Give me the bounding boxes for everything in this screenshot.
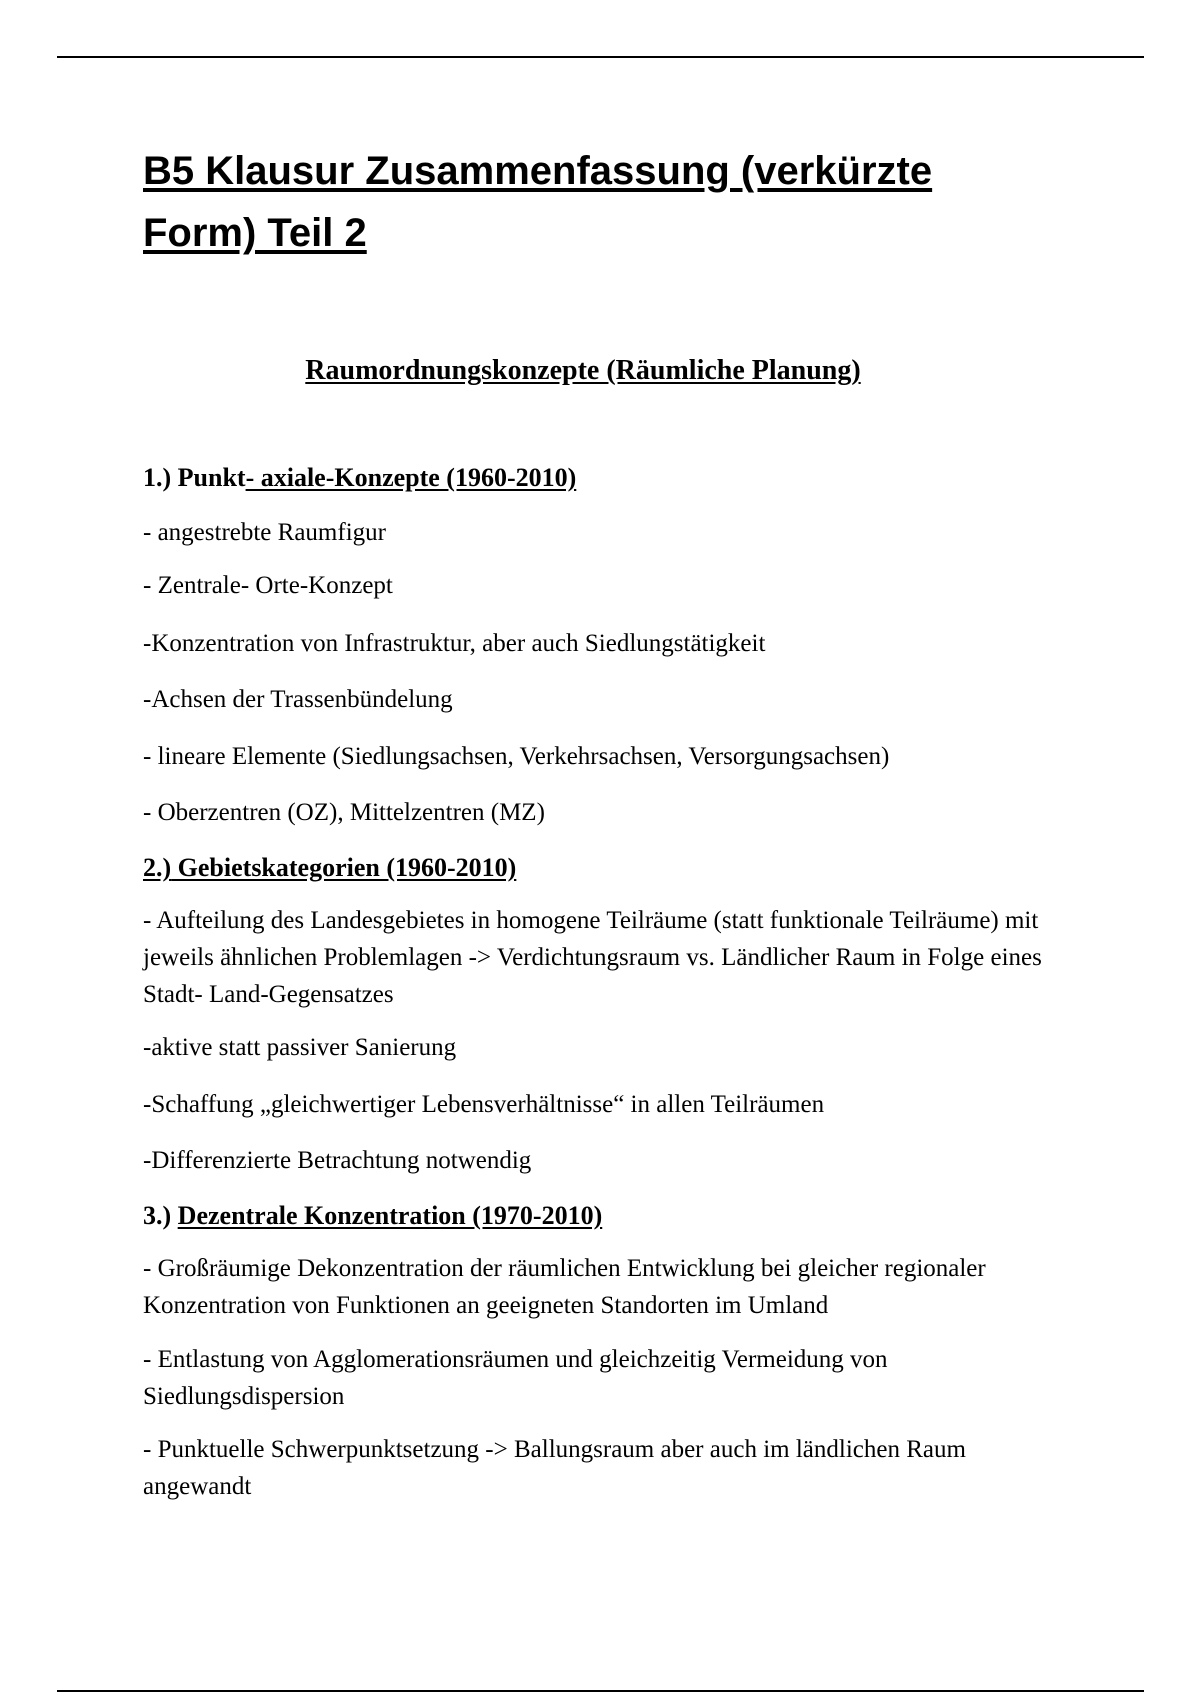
concept-number: 3.) — [143, 1201, 172, 1230]
concept-number: 2.) — [143, 853, 172, 882]
bullet-item: - Punktuelle Schwerpunktsetzung -> Ballungsraum aber auch im ländlichen Raum angewandt — [143, 1436, 966, 1500]
bullet-item: - Zentrale- Orte-Konzept — [143, 572, 393, 599]
bullet-item: - lineare Elemente (Siedlungsachsen, Verkehrsachsen, Versorgungsachsen) — [143, 743, 890, 770]
concept-title: - axiale-Konzepte (1960-2010) — [245, 463, 577, 492]
concept-heading — [143, 1197, 1063, 1235]
concept-3 — [143, 1197, 1063, 1505]
concept-heading — [143, 849, 1063, 887]
bullet-item: -Konzentration von Infrastruktur, aber auch Siedlungstätigkeit — [143, 630, 766, 657]
bullet-item: -Achsen der Trassenbündelung — [143, 686, 453, 713]
bullet-item: -Schaffung „gleichwertiger Lebensverhältnisse“ in allen Teilräumen — [143, 1091, 825, 1118]
bullet-item: - Großräumige Dekonzentration der räumlichen Entwicklung bei gleicher regionaler Konzentration von Funktionen an geeigneten Standorten im Umland — [143, 1255, 986, 1319]
concept-title: Gebietskategorien (1960-2010) — [171, 853, 517, 882]
top-rule — [57, 56, 1144, 58]
bullet-item: - angestrebte Raumfigur — [143, 519, 386, 546]
section-heading: Raumordnungskonzepte (Räumliche Planung) — [305, 355, 861, 386]
bullet-item: -Differenzierte Betrachtung notwendig — [143, 1147, 532, 1174]
document-title: B5 Klausur Zusammenfassung (verkürzte Form) Teil 2 — [143, 149, 933, 255]
document-page — [143, 140, 1063, 1525]
bullet-item: -aktive statt passiver Sanierung — [143, 1034, 457, 1061]
concept-title: Dezentrale Konzentration (1970-2010) — [177, 1201, 603, 1230]
bullet-item: - Oberzentren (OZ), Mittelzentren (MZ) — [143, 799, 545, 826]
concept-1 — [143, 459, 1063, 831]
bullet-item: - Aufteilung des Landesgebietes in homogene Teilräume (statt funktionale Teilräume) mit jeweils ähnlichen Problemlagen -> Verdichtungsraum vs. Ländlicher Raum in Folge eines Stadt- Land-Gegensatzes — [143, 907, 1042, 1008]
concept-2 — [143, 849, 1063, 1179]
concept-number: 1.) Punkt — [143, 463, 246, 492]
bottom-rule — [57, 1690, 1144, 1692]
concept-heading — [143, 459, 1063, 497]
bullet-item: - Entlastung von Agglomerationsräumen und gleichzeitig Vermeidung von Siedlungsdispersion — [143, 1346, 888, 1410]
